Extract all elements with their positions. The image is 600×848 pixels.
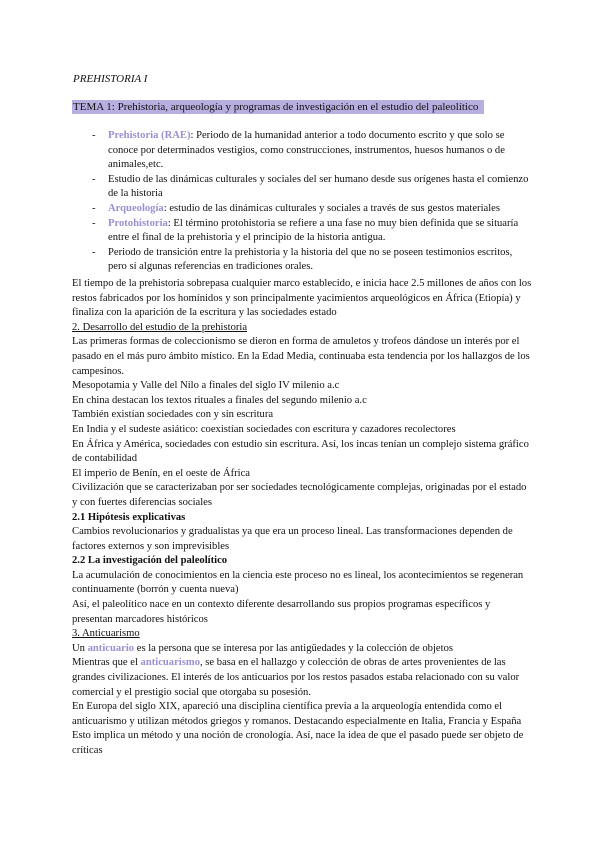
section-heading: 2. Desarrollo del estudio de la prehistoria: [72, 321, 248, 333]
list-item: - Estudio de las dinámicas culturales y sociales del ser humano desde sus orígenes hasta el comienzo de la historia: [92, 173, 529, 200]
paragraph: En India y el sudeste asiático: coexistían sociedades con escritura y cazadores recolectores: [72, 423, 456, 435]
definition-list: [92, 129, 532, 275]
list-item: - Arqueología: estudio de las dinámicas culturales y sociales a través de sus gestos materiales: [92, 202, 500, 214]
paragraph: Esto implica un método y una noción de cronología. Así, nace la idea de que el pasado puede ser objeto de críticas: [72, 730, 524, 756]
list-item: - Protohistoria: El término protohistoria se refiere a una fase no muy bien definida que se situaría entre el final de la prehistoria y el principio de la historia antigua.: [92, 217, 519, 244]
document-body: [72, 277, 532, 759]
paragraph: Civilización que se caracterizaban por ser sociedades tecnológicamente complejas, originadas por el estado y con fuertes diferencias sociales: [72, 482, 527, 508]
list-item: - Prehistoria (RAE): Periodo de la humanidad anterior a todo documento escrito y que solo se conoce por determinados vestigios, como construcciones, instrumentos, huesos humanos o de animales,etc.: [92, 130, 505, 171]
section-heading-highlighted: TEMA 1: Prehistoria, arqueología y programas de investigación en el estudio del paleolítico: [72, 100, 484, 114]
paragraph: Un anticuario es la persona que se interesa por las antigüedades y la colección de objetos: [72, 642, 453, 654]
paragraph: Mientras que el anticuarismo, se basa en el hallazgo y colección de obras de artes provenientes de las grandes civilizaciones. El interés de los anticuarios por los restos pasados estaba relacionado con su valor comercial y el prestigio social que otorgaba su posesión.: [72, 657, 520, 698]
paragraph: El imperio de Benín, en el oeste de África: [72, 467, 250, 479]
paragraph: El tiempo de la prehistoria sobrepasa cualquier marco establecido, e inicia hace 2.5 millones de años con los restos fabricados por los homínidos y son principalmente yacimientos arqueológicos en África (Etiopía) y finaliza con la aparición de la escritura y las sociedades estado: [72, 278, 532, 319]
paragraph: Así, el paleolítico nace en un contexto diferente desarrollando sus propios programas específicos y presentan marcadores históricos: [72, 599, 491, 625]
paragraph: La acumulación de conocimientos en la ciencia este proceso no es lineal, los acontecimientos se regeneran continuamente (borrón y cuenta nueva): [72, 569, 524, 596]
paragraph: Las primeras formas de coleccionismo se dieron en forma de amuletos y trofeos dándose un interés por el pasado en el más puro ámbito místico. En la Edad Media, continuaba esta tendencia por los hallazgos de los campesinos.: [72, 336, 530, 377]
paragraph: Cambios revolucionarios y gradualistas ya que era un proceso lineal. Las transformaciones dependen de factores externos y son imprevisibles: [72, 526, 513, 552]
section-heading: 3. Anticuarismo: [72, 628, 140, 640]
paragraph: En Europa del siglo XIX, apareció una disciplina científica previa a la arqueología entendida como el anticuarismo y utilizan métodos griegos y romanos. Destacando especialmente en Italia, Francia y España: [72, 701, 522, 727]
subsection-heading: 2.1 Hipótesis explicativas: [72, 511, 186, 523]
paragraph: Mesopotamia y Valle del Nilo a finales del siglo IV milenio a.c: [72, 380, 340, 392]
document-title: PREHISTORIA I: [73, 73, 148, 85]
term-highlight: anticuario: [87, 642, 135, 654]
paragraph: En china destacan los textos rituales a finales del segundo milenio a.c: [72, 394, 367, 406]
term-highlight: anticuarismo: [140, 657, 200, 669]
subsection-heading: 2.2 La investigación del paleolítico: [72, 555, 228, 567]
paragraph: También existían sociedades con y sin escritura: [72, 409, 274, 421]
list-item: - Periodo de transición entre la prehistoria y la historia del que no se poseen testimonios escritos, pero sí algunas referencias en tradiciones orales.: [92, 246, 513, 273]
term-highlight: Prehistoria (RAE): [108, 130, 191, 141]
term-highlight: Arqueología: [108, 202, 164, 214]
paragraph: En África y América, sociedades con estudio sin escritura. Así, los incas tenían un complejo sistema gráfico de contabilidad: [72, 438, 529, 465]
term-highlight: Protohistoria: [108, 217, 168, 229]
